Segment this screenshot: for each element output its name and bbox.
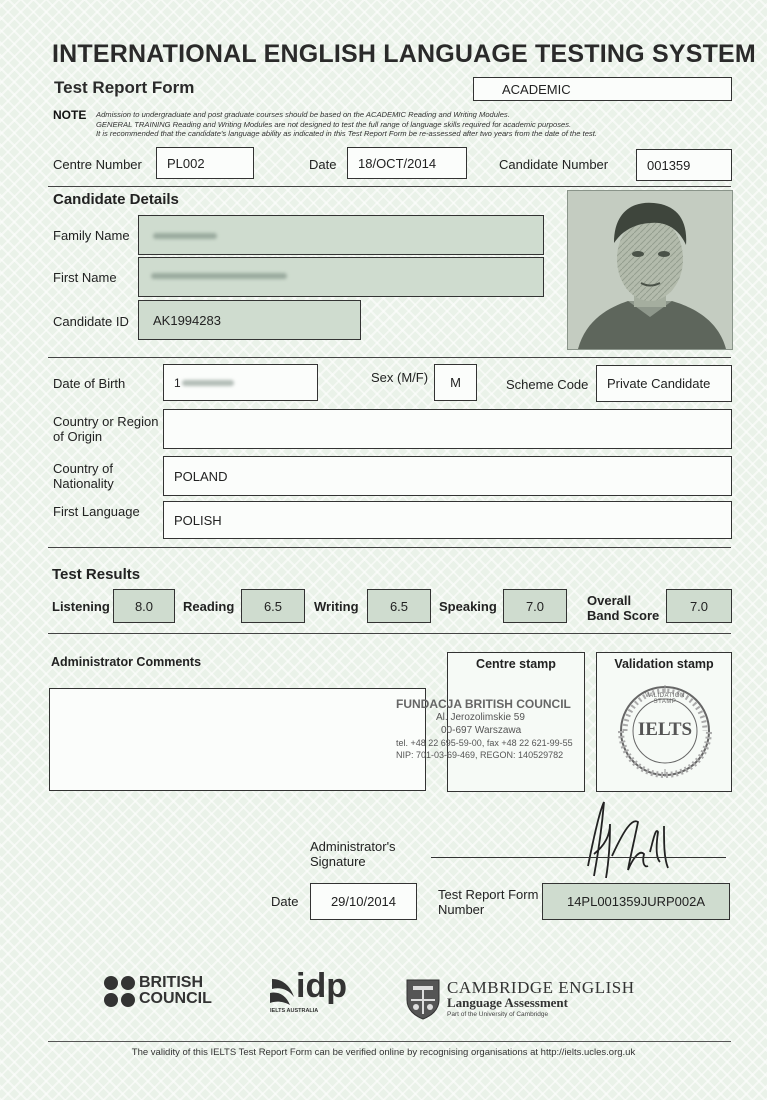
- reading-score: [241, 589, 305, 623]
- first-name-label: First Name: [53, 270, 117, 285]
- signature-line: [431, 857, 726, 858]
- centre-stamp-label: Centre stamp: [476, 657, 556, 671]
- idp-text: idp: [296, 967, 347, 1005]
- trf-number-label-line-1: Test Report Form: [438, 887, 539, 902]
- scheme-code-label: Scheme Code: [506, 377, 589, 392]
- first-language-value: POLISH: [174, 512, 222, 528]
- nationality-label-line-2: Nationality: [53, 476, 114, 491]
- writing-value: 6.5: [389, 598, 409, 614]
- validation-seal-ring-text: VALIDATION STAMP: [645, 693, 685, 705]
- nationality-label-line-1: Country of: [53, 461, 113, 476]
- test-results-title: Test Results: [52, 566, 141, 583]
- cambridge-text-2: Language Assessment: [447, 995, 568, 1010]
- speaking-label: Speaking: [439, 599, 497, 614]
- cambridge-text-3: Part of the University of Cambridge: [447, 1011, 549, 1018]
- module-field: [473, 77, 732, 101]
- nationality-value: POLAND: [174, 468, 228, 484]
- sex-field: [434, 364, 477, 401]
- british-council-dots-icon: [103, 975, 137, 1009]
- reading-value: 6.5: [263, 598, 283, 614]
- scheme-code-field: [596, 365, 732, 402]
- centre-stamp-line-1: FUNDACJA BRITISH COUNCIL: [396, 697, 571, 711]
- validation-stamp-label: Validation stamp: [614, 657, 714, 671]
- writing-score: [367, 589, 431, 623]
- nationality-label: [53, 461, 114, 491]
- handwritten-signature: [580, 796, 700, 886]
- family-name-redacted: [153, 233, 217, 239]
- module-value: ACADEMIC: [502, 81, 571, 97]
- candidate-number-field: [636, 149, 732, 181]
- admin-comments-field: [49, 688, 426, 791]
- portrait-image: [568, 191, 732, 349]
- trf-number-label: [438, 887, 538, 917]
- centre-stamp-line-2: Al. Jerozolimskie 59: [436, 712, 525, 723]
- centre-stamp-line-5: NIP: 701-03-69-469, REGON: 140529782: [396, 750, 564, 760]
- cambridge-text-1: CAMBRIDGE ENGLISH: [447, 978, 635, 997]
- centre-number-label: Centre Number: [53, 157, 142, 172]
- footer-rule: [48, 1041, 731, 1042]
- british-council-text-2: COUNCIL: [139, 990, 212, 1007]
- note-label: NOTE: [53, 108, 87, 122]
- writing-label: Writing: [314, 599, 359, 614]
- note-line-1: Admission to undergraduate and post graduate courses should be based on the ACADEMIC Reading and Writing Modules.: [96, 110, 510, 119]
- test-date-label: Date: [309, 157, 337, 172]
- validation-stamp-box: [596, 652, 732, 792]
- divider-4: [48, 633, 731, 634]
- divider-1: [48, 186, 731, 187]
- trf-number-field: [542, 883, 730, 920]
- overall-score: [666, 589, 732, 623]
- candidate-details-title: Candidate Details: [53, 191, 179, 208]
- dob-label: Date of Birth: [53, 376, 126, 391]
- issue-date-field: [310, 883, 417, 920]
- signature-label: [310, 839, 396, 869]
- validation-seal-text: IELTS: [637, 719, 693, 740]
- divider-2: [48, 357, 731, 358]
- candidate-photo: [567, 190, 733, 350]
- candidate-number-label: Candidate Number: [499, 157, 609, 172]
- dob-redacted: [182, 380, 234, 386]
- document-title: INTERNATIONAL ENGLISH LANGUAGE TESTING SYSTEM: [52, 40, 756, 68]
- first-language-field: [163, 501, 732, 539]
- signature-label-line-2: Signature: [310, 854, 366, 869]
- candidate-id-label: Candidate ID: [53, 314, 129, 329]
- origin-label: [53, 414, 159, 444]
- divider-3: [48, 547, 731, 548]
- issue-date-value: 29/10/2014: [330, 894, 397, 909]
- origin-label-line-2: of Origin: [53, 429, 103, 444]
- british-council-logo: [103, 975, 223, 1011]
- test-date-field: [347, 147, 467, 179]
- overall-value: 7.0: [689, 598, 709, 614]
- centre-stamp-line-3: 00-697 Warszawa: [441, 725, 522, 736]
- idp-swoosh-icon: [268, 975, 296, 1007]
- speaking-score: [503, 589, 567, 623]
- british-council-text-1: BRITISH: [139, 974, 203, 991]
- footer-verification-text: The validity of this IELTS Test Report Form can be verified online by recognising organisations at http://ielts.ucles.org.uk: [131, 1047, 636, 1058]
- first-name-redacted: [151, 273, 287, 279]
- candidate-id-value: AK1994283: [153, 312, 221, 328]
- first-language-label: First Language: [53, 504, 140, 519]
- sex-value: M: [450, 375, 461, 390]
- listening-label: Listening: [52, 599, 110, 614]
- trf-number-value: 14PL001359JURP002A: [566, 894, 706, 909]
- listening-score: [113, 589, 175, 623]
- speaking-value: 7.0: [525, 598, 545, 614]
- centre-number-value: PL002: [167, 155, 205, 171]
- note-line-3: It is recommended that the candidate's language ability as indicated in this Test Report Form be re-assessed after two years from the date of the test.: [96, 129, 597, 138]
- document-subtitle: Test Report Form: [54, 78, 195, 97]
- overall-label-line-1: Overall: [587, 593, 632, 608]
- family-name-label: Family Name: [53, 228, 130, 243]
- first-name-field: [138, 257, 544, 297]
- origin-field: [163, 409, 732, 449]
- idp-subtext: IELTS AUSTRALIA: [270, 1008, 319, 1014]
- test-date-value: 18/OCT/2014: [358, 155, 437, 171]
- overall-label-line-2: Band Score: [587, 608, 660, 623]
- reading-label: Reading: [183, 599, 235, 614]
- cambridge-logo: [405, 978, 665, 1022]
- note-text: [96, 110, 736, 139]
- dob-value: 1: [174, 375, 181, 390]
- sex-label: Sex (M/F): [371, 370, 429, 385]
- note-line-2: GENERAL TRAINING Reading and Writing Modules are not designed to test the full range of language skills required for academic purposes.: [96, 119, 572, 129]
- admin-comments-label: Administrator Comments: [51, 655, 202, 669]
- origin-label-line-1: Country or Region: [53, 414, 159, 429]
- nationality-field: [163, 456, 732, 496]
- signature-label-line-1: Administrator's: [310, 839, 396, 854]
- idp-logo: [268, 967, 358, 1017]
- candidate-id-field: [138, 300, 361, 340]
- dob-field: [163, 364, 318, 401]
- trf-number-label-line-2: Number: [438, 902, 485, 917]
- listening-value: 8.0: [134, 598, 154, 614]
- centre-number-field: [156, 147, 254, 179]
- candidate-number-value: 001359: [647, 157, 691, 173]
- family-name-field: [138, 215, 544, 255]
- centre-stamp-line-4: tel. +48 22 695-59-00, fax +48 22 621-99-55: [396, 738, 573, 748]
- overall-label: [587, 593, 659, 623]
- scheme-code-value: Private Candidate: [607, 376, 711, 391]
- cambridge-shield-icon: [405, 978, 441, 1020]
- issue-date-label: Date: [271, 894, 299, 909]
